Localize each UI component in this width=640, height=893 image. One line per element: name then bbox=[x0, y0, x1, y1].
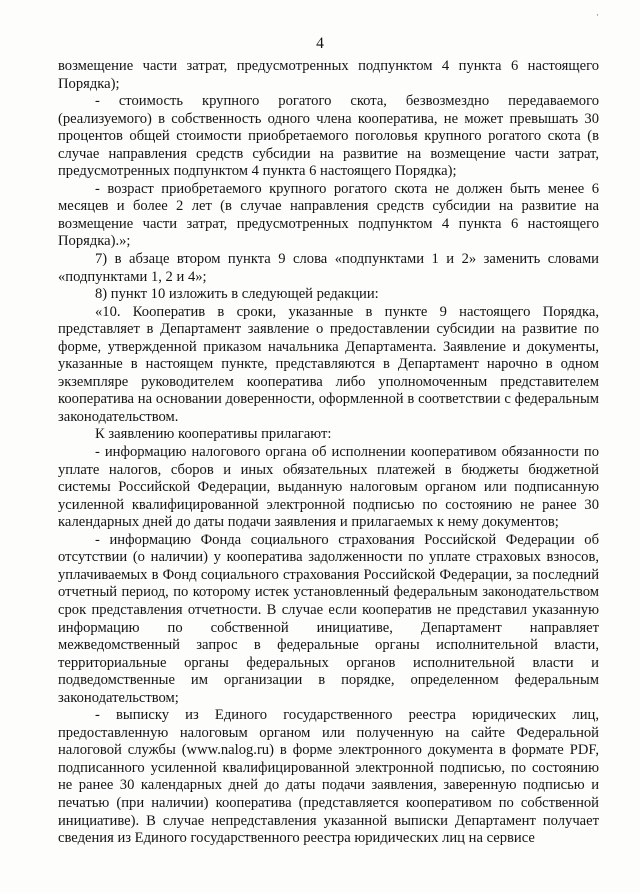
scan-mark: · bbox=[596, 10, 599, 20]
paragraph-item-7: 7) в абзаце втором пункта 9 слова «подпунктами 1 и 2» заменить словами «подпунктами 1, 2 и 4»; bbox=[58, 251, 599, 285]
document-body bbox=[58, 58, 599, 848]
paragraph-continuation: возмещение части затрат, предусмотренных подпунктом 4 пункта 6 настоящего Порядка); bbox=[58, 58, 599, 92]
paragraph-social-fund-info: - информацию Фонда социального страхования Российской Федерации об отсутствии (о наличии) у кооператива задолженности по уплате страховых взносов, уплачиваемых в Фонд социального страхования Российской Федерации, за последний отчетный период, по которому истек установленный федеральным законодательством срок представления отчетности. В случае если кооператив не представил указанную информацию по собственной инициативе, Департамент направляет межведомственный запрос в федеральные органы исполнительной власти, территориальные органы федеральных органов исполнительной власти и подведомственные им организации в порядке, определенном федеральным законодательством; bbox=[58, 531, 599, 706]
paragraph-registry-extract: - выписку из Единого государственного реестра юридических лиц, предоставленную налоговым органом или полученную на сайте Федеральной налоговой службы (www.nalog.ru) в форме электронного документа в формате PDF, подписанного усиленной квалифицированной электронной подписью, по состоянию не ранее 30 календарных дней до даты подачи заявления, заверенную подписью и печатью (при наличии) кооператива (представляется кооперативом по собственной инициативе). В случае непредставления указанной выписки Департамент получает сведения из Единого государственного реестра юридических лиц на сервисе bbox=[58, 707, 599, 847]
page-number: 4 bbox=[316, 35, 324, 52]
paragraph-point-10: «10. Кооператив в сроки, указанные в пункте 9 настоящего Порядка, представляет в Департамент заявление о предоставлении субсидии на развитие по форме, утвержденной приказом начальника Департамента. Заявление и документы, указанные в настоящем пункте, представляются в Департамент нарочно в одном экземпляре руководителем кооператива либо уполномоченным представителем кооператива на основании доверенности, оформленной в соответствии с федеральным законодательством. bbox=[58, 303, 599, 425]
paragraph-tax-info: - информацию налогового органа об исполнении кооперативом обязанности по уплате налогов, сборов и иных обязательных платежей в бюджеты бюджетной системы Российской Федерации, выданную налоговым органом или подписанную усиленной квалифицированной электронной подписью по состоянию не ранее 30 календарных дней до даты подачи заявления и прилагаемых к нему документов; bbox=[58, 444, 599, 531]
paragraph-attachments-intro: К заявлению кооперативы прилагают: bbox=[95, 426, 332, 443]
paragraph-livestock-cost: - стоимость крупного рогатого скота, безвозмездно передаваемого (реализуемого) в собственность одного члена кооператива, не может превышать 30 процентов общей стоимости приобретаемого поголовья крупного рогатого скота (в случае направления средств субсидии на развитие на возмещение части затрат, предусмотренных подпунктом 4 пункта 6 настоящего Порядка); bbox=[58, 93, 599, 180]
paragraph-item-8: 8) пункт 10 изложить в следующей редакции: bbox=[95, 286, 379, 303]
paragraph-livestock-age: - возраст приобретаемого крупного рогатого скота не должен быть менее 6 месяцев и более 2 лет (в случае направления средств субсидии на развитие на возмещение части затрат, предусмотренных подпунктом 4 пункта 6 настоящего Порядка).»; bbox=[58, 180, 599, 250]
